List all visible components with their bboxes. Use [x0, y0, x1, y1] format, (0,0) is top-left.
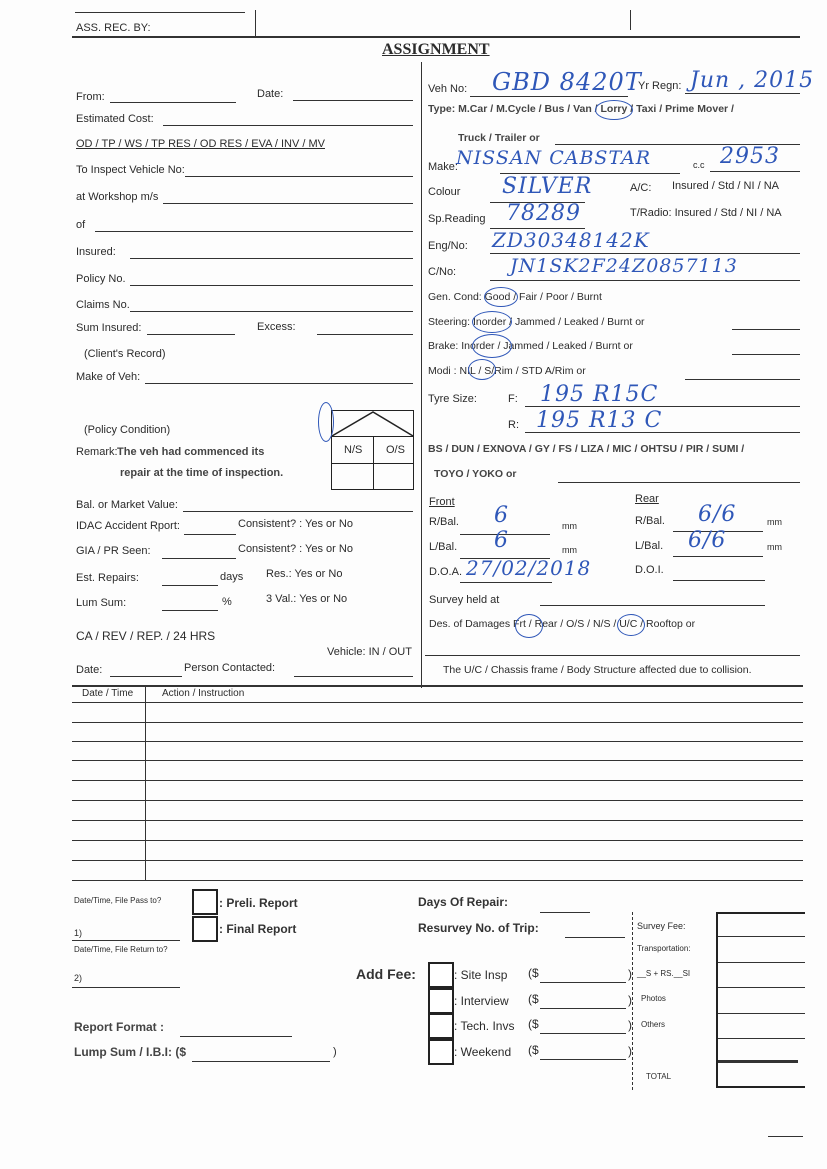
log-row-line [72, 702, 803, 703]
sp-reading-value: 78289 [506, 201, 581, 226]
fee-label: : Site Insp [454, 968, 508, 982]
roof-outline-icon [332, 411, 413, 437]
val3-label: 3 Val.: Yes or No [266, 593, 348, 605]
from-label: From: [76, 91, 105, 103]
report-format-label: Report Format : [74, 1020, 164, 1034]
cc-label: c.c [693, 160, 705, 170]
date-2-label: Date: [76, 664, 103, 676]
front-heading: Front [429, 496, 455, 508]
transportation-label: Transportation: [637, 944, 691, 953]
fee-amount-line[interactable] [540, 982, 626, 983]
rear-lbal-value: 6/6 [688, 528, 727, 553]
consistent-2: Consistent? : Yes or No [238, 543, 353, 555]
fee-dollar: ($ [528, 966, 539, 980]
yr-regn-value: Jun , 2015 [690, 68, 815, 93]
photos-label: Photos [641, 994, 666, 1003]
mm-1: mm [562, 521, 577, 531]
log-row-line [72, 760, 803, 761]
fee-dollar: ($ [528, 1017, 539, 1031]
vehicle-side-diagram [331, 410, 414, 490]
estimated-cost-label: Estimated Cost: [76, 113, 154, 125]
fee-label: : Weekend [454, 1045, 512, 1059]
tyre-rear-value: 195 R13 C [536, 408, 663, 433]
colour-label: Colour [428, 186, 461, 198]
tyre-brands-1: BS / DUN / EXNOVA / GY / FS / LIZA / MIC / OHTSU / PIR / SUMI / [428, 443, 745, 455]
lump-sum-label: Lump Sum / I.B.I: ($ [74, 1045, 187, 1059]
fee-checkbox[interactable] [428, 988, 454, 1014]
insured-label: Insured: [76, 246, 116, 258]
tyre-size-label: Tyre Size: [428, 393, 477, 405]
fee-close: ) [628, 1044, 632, 1058]
preli-report-label: : Preli. Report [219, 896, 298, 910]
idac-label: IDAC Accident Rport: [76, 520, 180, 532]
fee-amount-line[interactable] [540, 1059, 626, 1060]
fee-amount-line[interactable] [540, 1008, 626, 1009]
tyre-front-label: F: [508, 393, 518, 405]
preli-report-checkbox[interactable] [192, 889, 218, 915]
tyre-front-value: 195 R15C [540, 382, 659, 407]
ass-rec-by-label: ASS. REC. BY: [76, 22, 151, 34]
tyre-rear-label: R: [508, 419, 519, 431]
front-lbal-value: 6 [494, 528, 509, 553]
total-label: TOTAL [646, 1072, 672, 1081]
truck-trailer-label: Truck / Trailer or [458, 132, 540, 144]
remark-label: Remark: [76, 446, 118, 458]
claim-types: OD / TP / WS / TP RES / OD RES / EVA / INV / MV [76, 138, 325, 150]
tyre-brands-2: TOYO / YOKO or [434, 468, 517, 480]
log-row-line [72, 880, 803, 881]
log-row-line [72, 820, 803, 821]
claims-no-label: Claims No. [76, 299, 130, 311]
fee-close: ) [628, 967, 632, 981]
uc-chassis-note: The U/C / Chassis frame / Body Structure affected due to collision. [443, 664, 752, 676]
page-title: ASSIGNMENT [382, 41, 490, 58]
sp-reading-label: Sp.Reading [428, 213, 486, 225]
doa-value: 27/02/2018 [466, 556, 592, 580]
modi-options: Modi : NIL / S/Rim / STD A/Rim or [428, 365, 586, 377]
survey-fee-label: Survey Fee: [637, 921, 686, 931]
rear-lbal-label: L/Bal. [635, 540, 664, 552]
fee-label: : Tech. Invs [454, 1019, 515, 1033]
vehicle-type-options: Type: M.Car / M.Cycle / Bus / Van / Lorry / Taxi / Prime Mover / [428, 103, 734, 115]
remark-text-2: repair at the time of inspection. [120, 467, 284, 479]
doa-label: D.O.A. [429, 566, 463, 578]
log-row-line [72, 780, 803, 781]
eng-no-label: Eng/No: [428, 240, 468, 252]
fee-amount-line[interactable] [540, 1033, 626, 1034]
file-pass-label: Date/Time, File Pass to? [74, 896, 162, 905]
gen-cond-options: Gen. Cond: Good / Fair / Poor / Burnt [428, 291, 602, 303]
ac-options: Insured / Std / NI / NA [672, 180, 779, 192]
make-value: NISSAN CABSTAR [456, 147, 652, 169]
sum-insured-label: Sum Insured: [76, 322, 142, 334]
log-row-line [72, 800, 803, 801]
final-report-checkbox[interactable] [192, 916, 218, 942]
chassis-no-value: JN1SK2F24Z0857113 [510, 255, 738, 277]
gia-label: GIA / PR Seen: [76, 545, 151, 557]
excess-label: Excess: [257, 321, 296, 333]
tradio-options: T/Radio: Insured / Std / NI / NA [630, 207, 782, 219]
fee-close: ) [628, 1018, 632, 1032]
workshop-label: at Workshop m/s [76, 191, 159, 203]
remark-text-1: The veh had commenced its [117, 446, 265, 458]
log-row-line [72, 722, 803, 723]
damages-options: Des. of Damages Frt / Rear / O/S / N/S / U/C / Rooftop or [429, 618, 696, 630]
yr-regn-label: Yr Regn: [638, 80, 682, 92]
ac-label: A/C: [630, 182, 652, 194]
veh-no-value: GBD 8420T [492, 68, 642, 96]
of-label: of [76, 219, 86, 231]
days-label: days [220, 571, 244, 583]
mm-3: mm [767, 517, 782, 527]
date-label: Date: [257, 88, 284, 100]
brake-options: Brake: Inorder / Jammed / Leaked / Burnt or [428, 340, 633, 352]
resurvey-label: Resurvey No. of Trip: [418, 921, 539, 935]
fee-dollar: ($ [528, 992, 539, 1006]
file-return-label: Date/Time, File Return to? [74, 945, 168, 954]
log-row-line [72, 860, 803, 861]
clients-record: (Client's Record) [84, 348, 166, 360]
cc-value: 2953 [720, 144, 780, 169]
colour-value: SILVER [502, 174, 593, 199]
rear-rbal-value: 6/6 [698, 502, 737, 527]
days-repair-label: Days Of Repair: [418, 895, 509, 909]
fee-label: : Interview [454, 994, 509, 1008]
bal-market-label: Bal. or Market Value: [76, 499, 178, 511]
fee-checkbox[interactable] [428, 962, 454, 988]
res-label: Res.: Yes or No [266, 568, 343, 580]
vehicle-in-out: Vehicle: IN / OUT [327, 646, 412, 658]
mm-2: mm [562, 545, 577, 555]
doi-label: D.O.I. [635, 564, 664, 576]
s-rs-si-label: __S + RS.__SI [637, 969, 691, 978]
ca-rev-options: CA / REV / REP. / 24 HRS [76, 629, 216, 643]
line-2-label: 2) [74, 973, 83, 983]
consistent-1: Consistent? : Yes or No [238, 518, 353, 530]
fee-checkbox[interactable] [428, 1039, 454, 1065]
make-of-veh-label: Make of Veh: [76, 371, 141, 383]
rear-rbal-label: R/Bal. [635, 515, 665, 527]
final-report-label: : Final Report [219, 922, 297, 936]
policy-condition: (Policy Condition) [84, 424, 171, 436]
policy-no-label: Policy No. [76, 273, 126, 285]
front-rbal-value: 6 [494, 503, 509, 528]
log-action-header: Action / Instruction [162, 688, 245, 699]
steering-options: Steering: Inorder / Jammed / Leaked / Burnt or [428, 316, 645, 328]
log-row-line [72, 840, 803, 841]
fee-close: ) [628, 993, 632, 1007]
percent-label: % [222, 596, 232, 608]
mm-4: mm [767, 542, 782, 552]
est-repairs-label: Est. Repairs: [76, 572, 139, 584]
fee-dollar: ($ [528, 1043, 539, 1057]
to-inspect-label: To Inspect Vehicle No: [76, 164, 185, 176]
rear-heading: Rear [635, 493, 659, 505]
chassis-no-label: C/No: [428, 266, 457, 278]
front-lbal-label: L/Bal. [429, 541, 458, 553]
make-label: Make: [428, 161, 458, 173]
veh-no-label: Veh No: [428, 83, 468, 95]
lum-sum-label: Lum Sum: [76, 597, 127, 609]
eng-no-value: ZD30348142K [492, 228, 650, 252]
person-contacted-label: Person Contacted: [184, 662, 276, 674]
log-row-line [72, 741, 803, 742]
line-1-label: 1) [74, 928, 83, 938]
lump-sum-close: ) [333, 1046, 337, 1058]
front-rbal-label: R/Bal. [429, 516, 459, 528]
fee-totals-box [716, 912, 805, 1088]
ns-label: N/S [344, 444, 363, 456]
survey-held-label: Survey held at [429, 594, 500, 606]
fee-checkbox[interactable] [428, 1013, 454, 1039]
log-date-time-header: Date / Time [82, 688, 134, 699]
os-label: O/S [386, 444, 405, 456]
others-label: Others [641, 1020, 666, 1029]
add-fee-label: Add Fee: [356, 966, 416, 982]
